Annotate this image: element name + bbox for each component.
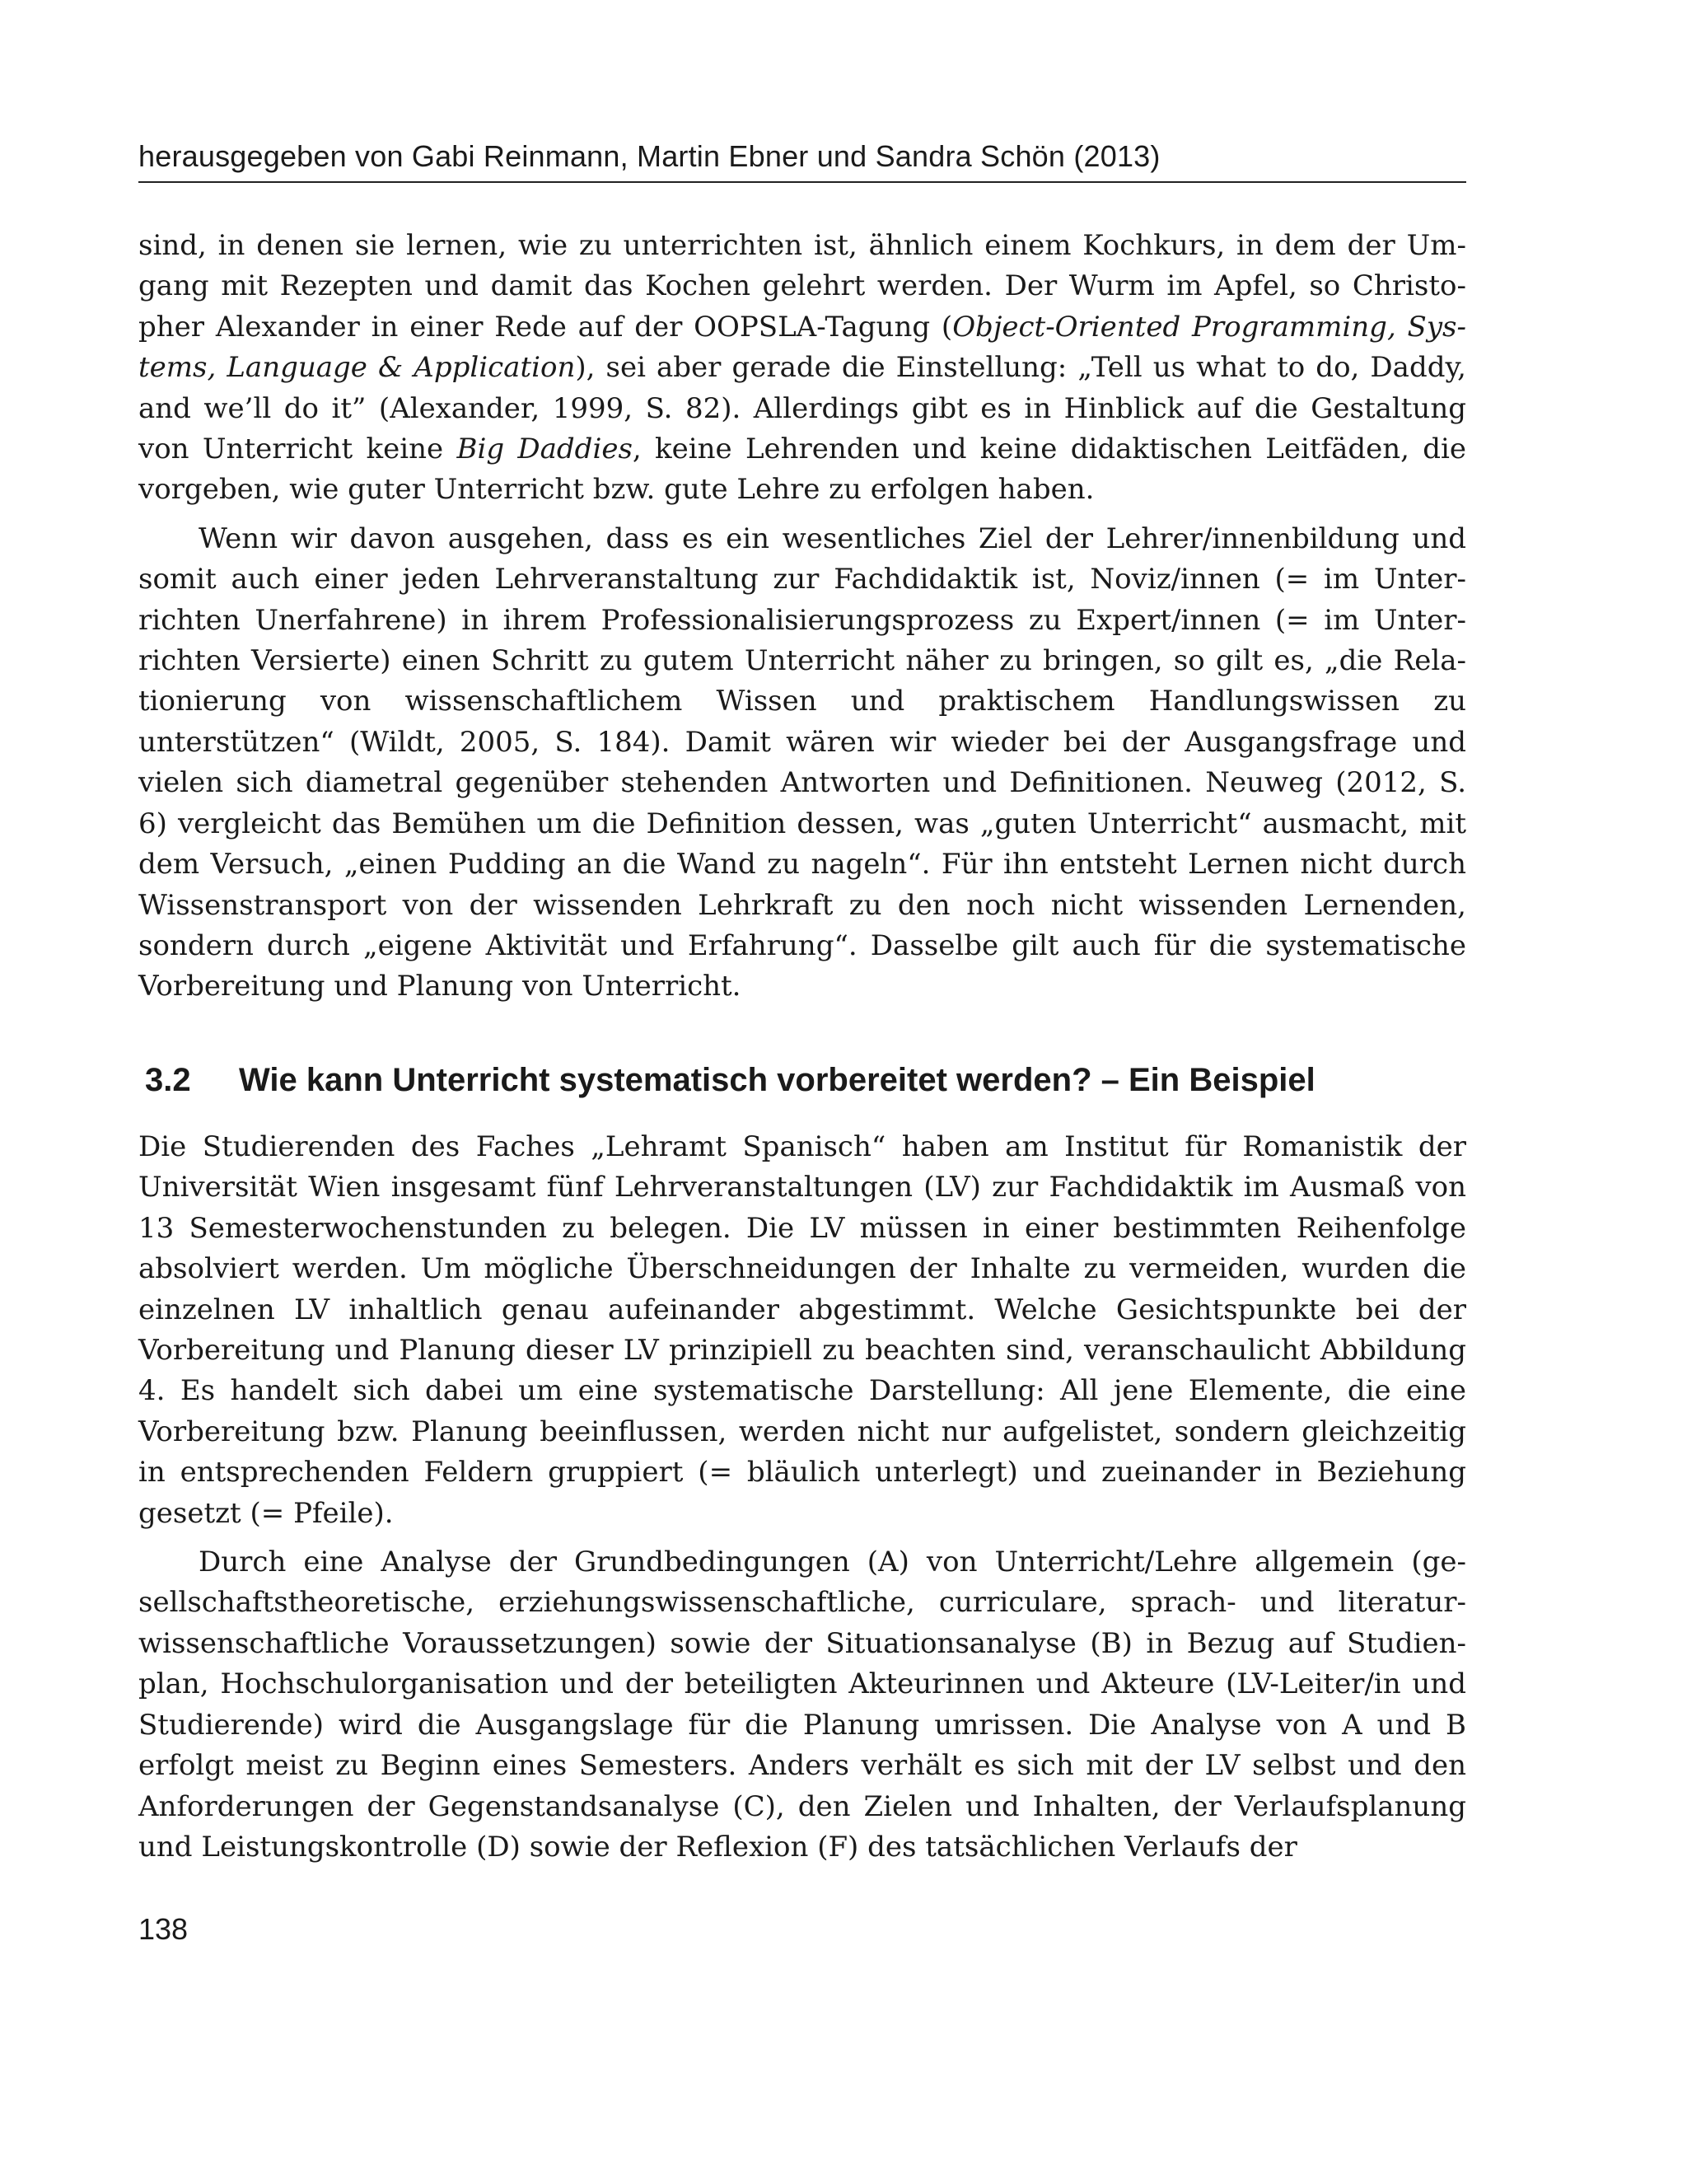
section-number: 3.2: [145, 1062, 191, 1098]
paragraph-1-italic-2: Big Daddies: [456, 433, 633, 466]
body-text-bottom: [138, 1127, 1466, 1868]
paragraph-1-italic-1: Object-Oriented Programming, Systems, Language & Application: [138, 310, 1466, 385]
body-text-top: [138, 226, 1466, 1008]
paragraph-1-part-2: ), sei aber gerade die Einstellung: „Tell us what to do, Daddy, and we’ll do it” (Alexander, 1999, S. 82). Allerdings gibt es in Hinblick auf die Gestaltung von Unterricht keine: [138, 351, 1466, 466]
paragraph-3: Die Studierenden des Faches „Lehramt Spanisch“ haben am Institut für Romanistik der Universität Wien insgesamt fünf Lehrveranstaltungen (LV) zur Fachdidaktik im Ausmaß von 13 Semesterwochenstunden zu belegen. Die LV müssen in einer bestimmten Reihenfolge absolviert werden. Um mögliche Überschneidungen der Inhalte zu vermeiden, wurden die einzelnen LV inhaltlich genau aufeinander abgestimmt. Welche Gesichtspunkte bei der Vorbereitung und Planung dieser LV prinzipiell zu beachten sind, veranschaulicht Abbildung 4. Es handelt sich dabei um eine systematische Darstellung: All jene Elemente, die eine Vorbereitung bzw. Planung beeinflussen, werden nicht nur aufgelistet, sondern gleichzeitig in entsprechenden Feldern gruppiert (= bläulich unterlegt) und zueinander in Beziehung gesetzt (= Pfeile).: [138, 1130, 1466, 1530]
running-header: herausgegeben von Gabi Reinmann, Martin Ebner und Sandra Schön (2013): [138, 138, 1466, 183]
paragraph-4: Durch eine Analyse der Grundbedingungen (A) von Unterricht/Lehre allgemein (gesellschaftstheoretische, erziehungswissenschaftliche, curriculare, sprach- und literaturwissenschaftliche Voraussetzungen) sowie der Situationsanalyse (B) in Bezug auf Studienplan, Hochschulorganisation und der beteiligten Akteurinnen und Akteure (LV-Leiter/in und Studierende) wird die Ausgangslage für die Planung umrissen. Die Analyse von A und B erfolgt meist zu Beginn eines Semesters. Anders verhält es sich mit der LV selbst und den Anforderungen der Gegenstandsanalyse (C), den Zielen und Inhalten, der Verlaufsplanung und Leistungskontrolle (D) sowie der Reflexion (F) des tatsächlichen Verlaufs der: [138, 1546, 1466, 1864]
paragraph-1-part-1: sind, in denen sie lernen, wie zu unterrichten ist, ähnlich einem Kochkurs, in dem der Umgang mit Rezepten und damit das Kochen gelehrt werden. Der Wurm im Apfel, so Christopher Alexander in einer Rede auf der OOPSLA-Tagung (: [138, 229, 1466, 344]
page-number: 138: [138, 1912, 189, 1946]
section-heading: [145, 1058, 1463, 1102]
paragraph-1: [138, 226, 1466, 511]
paragraph-1-part-3: , keine Lehrenden und keine didaktischen Leitfäden, die vorgeben, wie guter Unterricht bzw. gute Lehre zu erfolgen haben.: [138, 433, 1467, 507]
paragraph-2: Wenn wir davon ausgehen, dass es ein wesentliches Ziel der Lehrer/innenbildung und somit auch einer jeden Lehrveranstaltung zur Fachdidaktik ist, Noviz/innen (= im Unterrichten Unerfahrene) in ihrem Professionalisierungsprozess zu Expert/innen (= im Unterrichten Versierte) einen Schritt zu gutem Unterricht näher zu bringen, so gilt es, „die Relationierung von wissenschaftlichem Wissen und praktischem Handlungswissen zu unterstützen“ (Wildt, 2005, S. 184). Damit wären wir wieder bei der Ausgangsfrage und vielen sich diametral gegenüber stehenden Antworten und Definitionen. Neuweg (2012, S. 6) vergleicht das Bemühen um die Definition dessen, was „guten Unterricht“ ausmacht, mit dem Versuch, „einen Pudding an die Wand zu nageln“. Für ihn entsteht Lernen nicht durch Wissenstransport von der wissenden Lehrkraft zu den noch nicht wissenden Lernenden, sondern durch „eigene Aktivität und Erfahrung“. Dasselbe gilt auch für die systematische Vorbereitung und Planung von Unterricht.: [138, 521, 1466, 1003]
section-title: Wie kann Unterricht systematisch vorbereitet werden? – Ein Beispiel: [239, 1062, 1315, 1098]
